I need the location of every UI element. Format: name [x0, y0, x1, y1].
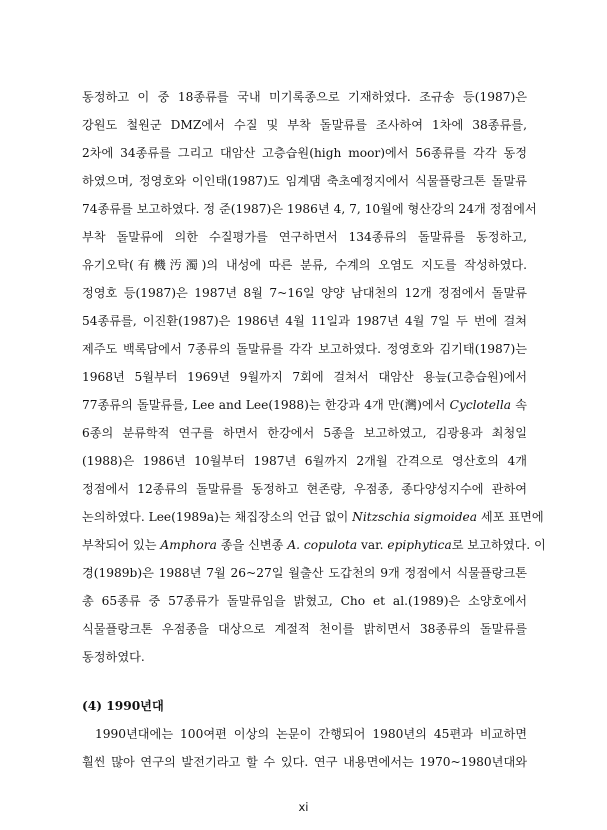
- species-name: Amphora: [160, 538, 217, 552]
- body-text-line: 총 65종류 중 57종류가 돌말류임을 밝혔고, Cho et al.(1989)은 소양호에서: [82, 594, 527, 608]
- body-text-line: 하였으며, 정영호와 이인태(1987)도 임계댐 축초예정지에서 식물플랑크톤 돌말류: [82, 174, 527, 188]
- body-text-line: [82, 537, 546, 553]
- text-run: 종을 신변종: [216, 538, 288, 552]
- body-text-line: 경(1989b)은 1988년 7월 26~27일 월출산 도갑천의 9개 정점에서 식물플랑크톤: [82, 566, 527, 580]
- text-run: 속: [511, 398, 527, 412]
- text-run: 논의하였다. Lee(1989a)는 채집장소의 언급 없이: [82, 510, 353, 524]
- text-run: var.: [357, 538, 388, 552]
- section-heading: (4) 1990년대: [82, 699, 164, 713]
- species-name: Cyclotella: [449, 398, 512, 412]
- body-text-line: 제주도 백록담에서 7종류의 돌말류를 각각 보고하였다. 정영호와 김기태(1987)는: [82, 342, 527, 356]
- species-name: A. copulota: [287, 538, 358, 552]
- body-text-line: 정점에서 12종류의 돌말류를 동정하고 현존량, 우점종, 종다양성지수에 관하여: [82, 482, 527, 496]
- body-text-line: 훨씬 많아 연구의 발전기라고 할 수 있다. 연구 내용면에서는 1970~1980년대와: [82, 755, 527, 769]
- body-text-line: 부착 돌말류에 의한 수질평가를 연구하면서 134종류의 돌말류를 동정하고,: [82, 230, 527, 244]
- text-run: 77종류의 돌말류를, Lee and Lee(1988)는 한강과 4개 만(灣)에서: [82, 398, 450, 412]
- body-text-line: 74종류를 보고하였다. 정 준(1987)은 1986년 4, 7, 10월에 형산강의 24개 정점에서: [82, 202, 537, 216]
- page-number: xi: [298, 800, 309, 814]
- species-name: Nitzschia sigmoidea: [352, 510, 478, 524]
- body-text-line: 6종의 분류학적 연구를 하면서 한강에서 5종을 보고하였고, 김광용과 최청일: [82, 426, 527, 440]
- body-text-line: 1990년대에는 100여편 이상의 논문이 간행되어 1980년의 45편과 비교하면: [95, 727, 527, 741]
- body-text-line: [82, 397, 527, 413]
- text-run: 세포 표면에: [477, 510, 544, 524]
- body-text-line: (1988)은 1986년 10월부터 1987년 6월까지 2개월 간격으로 영산호의 4개: [82, 454, 527, 468]
- species-name: epiphytica: [387, 538, 452, 552]
- body-text-line: 유기오탁(有機汚濁)의 내성에 따른 분류, 수계의 오염도 지도를 작성하였다.: [82, 258, 527, 272]
- text-run: 부착되어 있는: [82, 538, 161, 552]
- body-text-line: 정영호 등(1987)은 1987년 8월 7~16일 양양 남대천의 12개 정점에서 돌말류: [82, 286, 527, 300]
- body-text-line: 2차에 34종류를 그리고 대암산 고층습원(high moor)에서 56종류를 각각 동정: [82, 146, 527, 160]
- body-text-line: 동정하였다.: [82, 650, 145, 664]
- text-run: 로 보고하였다. 이: [451, 538, 546, 552]
- body-text-line: 1968년 5월부터 1969년 9월까지 7회에 걸쳐서 대암산 용늪(고층습원)에서: [82, 370, 527, 384]
- body-text-line: 54종류를, 이진환(1987)은 1986년 4월 11일과 1987년 4월 7일 두 번에 걸쳐: [82, 314, 527, 328]
- body-text-line: [82, 509, 544, 525]
- body-text-line: 동정하고 이 중 18종류를 국내 미기록종으로 기재하였다. 조규송 등(1987)은: [82, 90, 527, 104]
- body-text-line: 식물플랑크톤 우점종을 대상으로 계절적 천이를 밝히면서 38종류의 돌말류를: [82, 622, 527, 636]
- body-text-line: 강원도 철원군 DMZ에서 수질 및 부착 돌말류를 조사하여 1차에 38종류를,: [82, 118, 527, 132]
